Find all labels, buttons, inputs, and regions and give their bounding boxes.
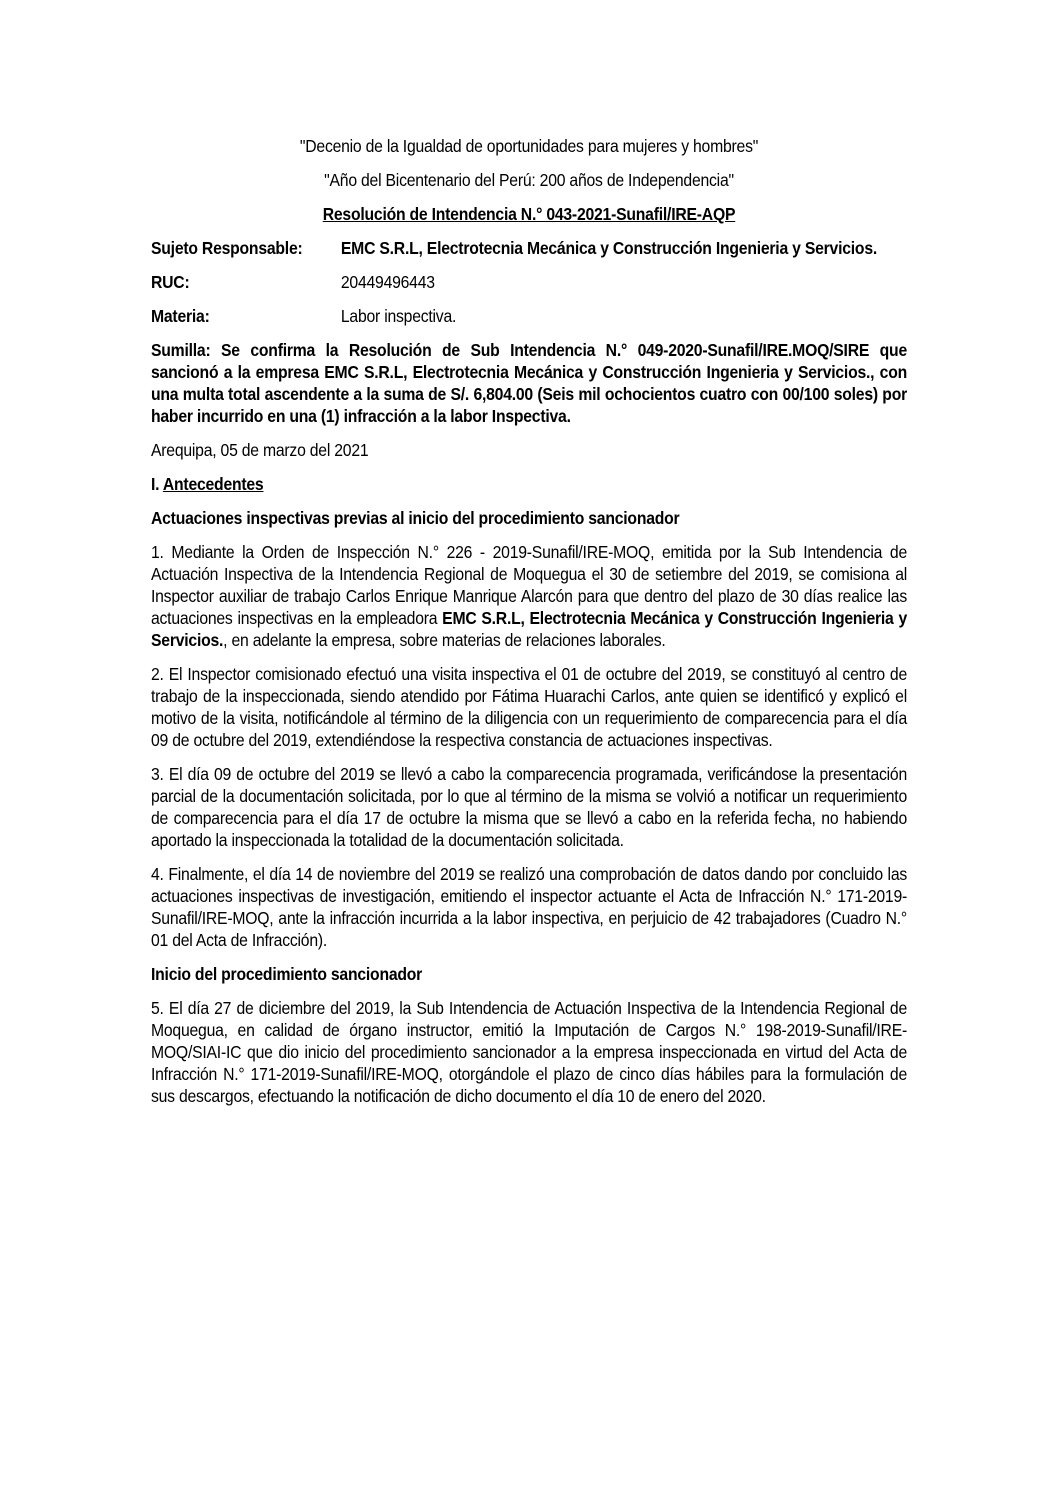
paragraph-5: 5. El día 27 de diciembre del 2019, la Sub Intendencia de Actuación Inspectiva de la Intendencia Regional de Moquegua, en calidad de órgano instructor, emitió la Imputación de Cargos N.° 198-2019-Sunafil/IRE-MOQ/SIAI-IC que dio inicio del procedimiento sancionador a la empresa inspeccionada en virtud del Acta de Infracción N.° 171-2019-Sunafil/IRE-MOQ, otorgándole el plazo de cinco días hábiles para la formulación de sus descargos, efectuando la notificación de dicho documento el día 10 de enero del 2020. [151, 998, 907, 1106]
matter-value: Labor inspectiva. [340, 306, 457, 326]
year-motto: "Año del Bicentenario del Perú: 200 años de Independencia" [324, 170, 734, 190]
matter-row [151, 305, 907, 327]
paragraph-1-tail: , en adelante la empresa, sobre materias de relaciones laborales. [223, 630, 666, 650]
paragraph-1-text: 1. Mediante la Orden de Inspección N.° 226 - 2019-Sunafil/IRE-MOQ, emitida por la Sub Intendencia de Actuación Inspectiva de la Intendencia Regional de Moquegua el 30 de setiembre del 2019, se comisiona al Inspector auxiliar de trabajo Carlos Enrique Manrique Alarcón para que dentro del plazo de 30 días realice las actuaciones inspectivas en la empleadora [151, 542, 907, 628]
document-body [151, 135, 907, 1119]
subject-label: Sujeto Responsable: [151, 238, 303, 258]
subheading-prior-actions: Actuaciones inspectivas previas al inicio del procedimiento sancionador [151, 508, 680, 528]
date-line: Arequipa, 05 de marzo del 2021 [151, 440, 369, 460]
section-heading [151, 473, 907, 495]
subheading-sanction-start: Inicio del procedimiento sancionador [151, 964, 423, 984]
section-title: Antecedentes [162, 474, 264, 494]
summary-text: Se confirma la Resolución de Sub Intendencia N.° 049-2020-Sunafil/IRE.MOQ/SIRE que sancionó a la empresa EMC S.R.L, Electrotecnia Mecánica y Construcción Ingenieria y Servicios., con una multa total ascendente a la suma de S/. 6,804.00 (Seis mil ochocientos cuatro con 00/100 soles) por haber incurrido en una (1) infracción a la labor Inspectiva. [151, 340, 907, 426]
matter-label: Materia: [151, 306, 210, 326]
paragraph-4: 4. Finalmente, el día 14 de noviembre del 2019 se realizó una comprobación de datos dando por concluido las actuaciones inspectivas de investigación, emitiendo el inspector actuante el Acta de Infracción N.° 171-2019-Sunafil/IRE-MOQ, ante la infracción incurrida a la labor inspectiva, en perjuicio de 42 trabajadores (Cuadro N.° 01 del Acta de Infracción). [151, 864, 907, 950]
summary-label: Sumilla: [151, 340, 211, 360]
subject-value: EMC S.R.L, Electrotecnia Mecánica y Construcción Ingenieria y Servicios. [340, 238, 878, 258]
ruc-row [151, 271, 907, 293]
ruc-value: 20449496443 [340, 272, 435, 292]
paragraph-3: 3. El día 09 de octubre del 2019 se llevó a cabo la comparecencia programada, verificándose la presentación parcial de la documentación solicitada, por lo que al término de la misma se volvió a notificar un requerimiento de comparecencia para el día 17 de octubre la misma que se llevó a cabo en la referida fecha, no habiendo aportado la inspeccionada la totalidad de la documentación solicitada. [151, 764, 907, 850]
resolution-title: Resolución de Intendencia N.° 043-2021-Sunafil/IRE-AQP [322, 204, 736, 224]
decade-motto: "Decenio de la Igualdad de oportunidades para mujeres y hombres" [299, 136, 759, 156]
paragraph-2: 2. El Inspector comisionado efectuó una visita inspectiva el 01 de octubre del 2019, se constituyó al centro de trabajo de la inspeccionada, siendo atendido por Fátima Huarachi Carlos, ante quien se identificó y explicó el motivo de la visita, notificándole al término de la diligencia con un requerimiento de comparecencia para el día 09 de octubre del 2019, extendiéndose la respectiva constancia de actuaciones inspectivas. [151, 664, 907, 750]
ruc-label: RUC: [151, 272, 190, 292]
summary-paragraph [151, 339, 907, 427]
paragraph-1-company: EMC S.R.L, Electrotecnia Mecánica y Construcción Ingenieria y Servicios. [151, 608, 907, 650]
paragraph-1 [151, 541, 907, 651]
subject-row [151, 237, 907, 259]
section-number: I. [151, 474, 160, 494]
